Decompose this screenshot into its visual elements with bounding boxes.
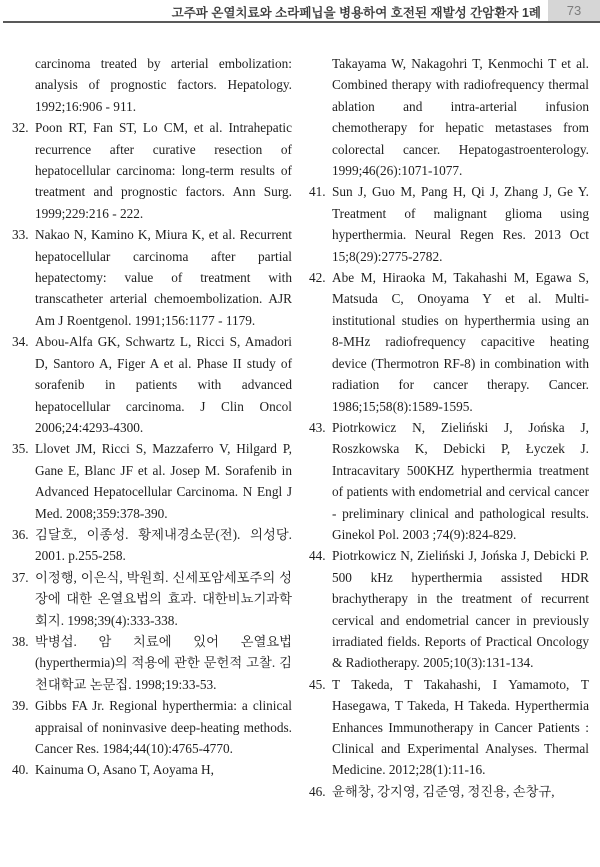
reference-number: 32. [12,120,29,136]
reference-number: 40. [12,762,29,778]
header-rule [3,21,600,23]
page-number-badge [548,0,600,21]
reference-text: 김달호, 이종성. 황제내경소문(전). 의성당. 2001. p.255-258. [35,526,292,564]
reference-entry [12,438,292,524]
reference-text: T Takeda, T Takahashi, I Yamamoto, T Hasegawa, T Takeda, H Takeda. Hyperthermia Enhances Immunotherapy in Cancer Patients : Clinical and Experimental Analyses. Thermal Medicine. 2012;28(1):11-16. [332,676,589,778]
reference-text: carcinoma treated by arterial embolization: analysis of prognostic factors. Hepatology. 1992;16:906 - 911. [35,56,292,114]
references-left-column [12,53,292,802]
reference-number: 41. [309,184,326,200]
reference-number: 34. [12,334,29,350]
reference-entry [12,117,292,224]
reference-text: Sun J, Guo M, Pang H, Qi J, Zhang J, Ge Y. Treatment of malignant glioma using hyperthermia. Neural Regen Res. 2013 Oct 15;8(29):2775-2782. [332,184,589,264]
reference-entry [12,331,292,438]
reference-entry [12,631,292,695]
reference-entry-continuation [12,53,292,117]
reference-number: 46. [309,783,326,799]
reference-entry [12,695,292,759]
reference-text: 이정행, 이은식, 박원희. 신세포암세포주의 성장에 대한 온열요법의 효과. 대한비뇨기과학회지. 1998;39(4):333-338. [35,569,292,628]
reference-text: Nakao N, Kamino K, Miura K, et al. Recurrent hepatocellular carcinoma after partial hepatectomy: value of treatment with transcatheter arterial chemoembolization. AJR Am J Roentgenol. 1991;156:1177 - 1179. [35,227,292,328]
reference-number: 37. [12,569,29,585]
reference-number: 45. [309,676,326,692]
reference-text: Gibbs FA Jr. Regional hyperthermia: a clinical appraisal of noninvasive deep-heating methods. Cancer Res. 1984;44(10):4765-4770. [35,698,292,756]
reference-text: Poon RT, Fan ST, Lo CM, et al. Intrahepatic recurrence after curative resection of hepatocellular carcinoma: long-term results of treatment and prognostic factors. Ann Surg. 1999;229:216 - 222. [35,120,292,221]
reference-entry-continuation [309,53,589,181]
references-section [12,53,589,802]
reference-entry [309,181,589,267]
reference-text: Takayama W, Nakagohri T, Kenmochi T et al. Combined therapy with radiofrequency thermal ablation and intra-arterial infusion chemotherapy for hepatic metastases from colorectal cancer. Hepatogastroenterology. 1999;46(26):1071-1077. [332,56,589,179]
reference-text: Abou-Alfa GK, Schwartz L, Ricci S, Amadori D, Santoro A, Figer A et al. Phase II study of sorafenib in patients with advanced hepatocellular carcinoma. J Clin Oncol 2006;24:4293-4300. [35,334,292,435]
references-right-column [309,53,589,802]
running-head-title: 고주파 온열치료와 소라페닙을 병용하여 호전된 재발성 간암환자 1례 [171,6,541,20]
reference-number: 38. [12,633,29,649]
reference-number: 44. [309,548,326,564]
reference-text: Kainuma O, Asano T, Aoyama H, [35,762,214,778]
reference-entry [12,567,292,631]
reference-entry [309,545,589,673]
reference-text: Piotrkowicz N, Zieliński J, Jońska J, Roszkowska K, Debicki P, Łyczek J. Intracavitary 500KHZ hyperthermia treatment of patients with endometrial and cervical cancer - preliminary clinical and pathological results. Ginekol Pol. 2003 ;74(9):824-829. [332,419,589,542]
reference-number: 36. [12,526,29,542]
reference-text: 박병섭. 암 치료에 있어 온열요법(hyperthermia)의 적용에 관한 문헌적 고찰. 김천대학교 논문집. 1998;19:33-53. [35,633,292,692]
reference-number: 39. [12,698,29,714]
reference-text: Llovet JM, Ricci S, Mazzaferro V, Hilgard P, Gane E, Blanc JF et al. Josep M. Sorafenib in Advanced Hepatocellular Carcinoma. N Engl J Med. 2008;359:378-390. [35,441,292,521]
reference-entry [309,781,589,802]
reference-number: 43. [309,419,326,435]
reference-entry [12,524,292,567]
reference-entry [309,267,589,417]
page-number: 73 [566,3,582,18]
reference-entry [309,417,589,545]
reference-text: Abe M, Hiraoka M, Takahashi M, Egawa S, Matsuda C, Onoyama Y et al. Multi-institutional studies on hyperthermia using an 8-MHz radiofrequency capacitive heating device (Thermotron RF-8) in combination with radiation for cancer therapy. Cancer. 1986;15;58(8):1589-1595. [332,270,589,414]
reference-text: 윤해창, 강지영, 김준영, 정진용, 손창규, [332,783,555,799]
reference-text: Piotrkowicz N, Zieliński J, Jońska J, Debicki P. 500 kHz hyperthermia assisted HDR brachytherapy in the treatment of recurrent cervical and endometrial cancer in previously irradiated fields. Reports of Practical Oncology & Radiotherapy. 2005;10(3):131-134. [332,548,589,671]
running-head [0,0,600,21]
reference-entry [12,224,292,331]
reference-number: 33. [12,227,29,243]
reference-number: 35. [12,441,29,457]
reference-number: 42. [309,270,326,286]
reference-entry [12,759,292,780]
reference-entry [309,674,589,781]
